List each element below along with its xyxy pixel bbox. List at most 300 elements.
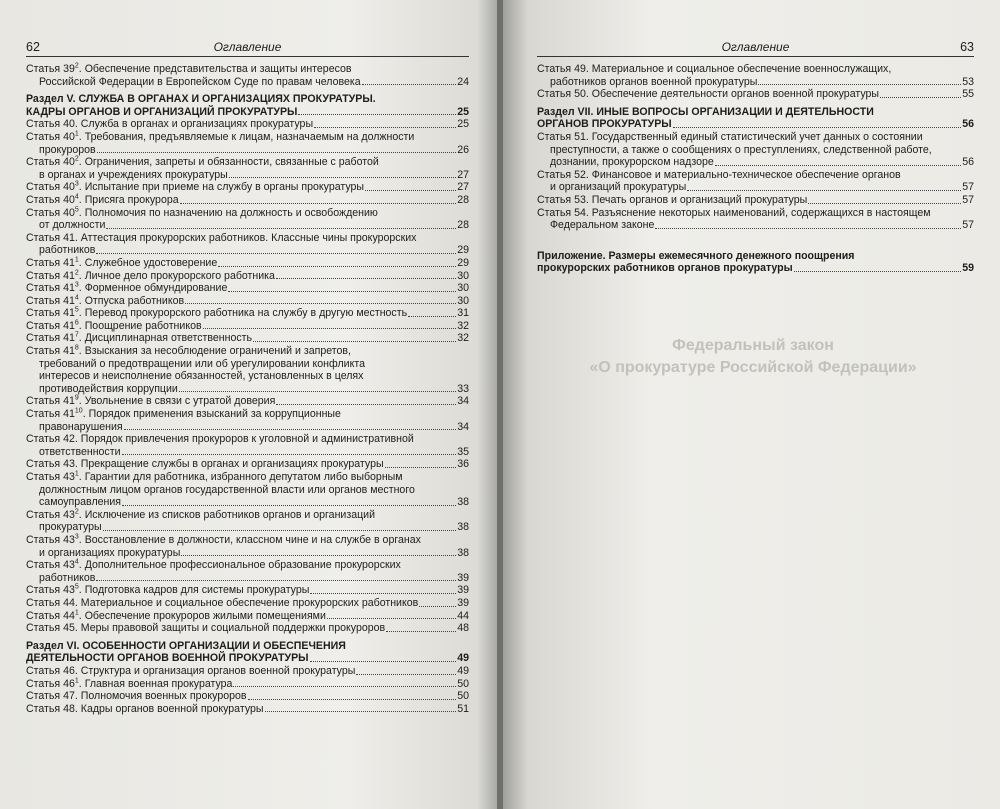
toc-line xyxy=(26,181,469,194)
toc-line-text: Раздел VII. ИНЫЕ ВОПРОСЫ ОРГАНИЗАЦИИ И ДЕЯТЕЛЬНОСТИ xyxy=(537,105,874,118)
toc-line xyxy=(26,421,469,434)
page-ref: 28 xyxy=(457,219,469,232)
page-ref: 31 xyxy=(457,307,469,320)
dot-leader xyxy=(362,83,457,85)
article-label: Статья 41 xyxy=(26,395,75,408)
article-superscript: 1 xyxy=(74,609,79,616)
toc-line-text: Статья $41^6$. Поощрение работников xyxy=(26,319,202,332)
toc-line xyxy=(26,345,469,358)
toc-line-text: Статья $43^3$. Восстановление в должности, классном чине и на службе в органах xyxy=(26,533,421,546)
toc-article xyxy=(26,534,469,559)
article-superscript: 3 xyxy=(74,281,79,289)
article-superscript: 8 xyxy=(74,344,79,352)
article-title: Финансовое и материально-техническое обеспечение органов xyxy=(591,168,901,181)
dot-leader xyxy=(386,630,456,632)
toc-line xyxy=(537,76,974,89)
article-superscript: 2 xyxy=(74,508,79,516)
toc-line-text: Статья $43^1$. Гарантии для работника, избранного депутатом либо выборным xyxy=(26,470,403,483)
article-superscript: 7 xyxy=(74,331,79,339)
page-ref: 53 xyxy=(962,75,974,88)
page-ref: 30 xyxy=(457,294,469,307)
toc-line-text: Статья $43^5$. Подготовка кадров для системы прокуратуры xyxy=(26,583,310,597)
toc-line xyxy=(26,358,469,371)
toc-line xyxy=(26,282,469,295)
page-ref: 36 xyxy=(457,458,469,471)
article-title: Служба в органах и организациях прокуратуры xyxy=(80,118,314,131)
article-label: Статья 52. xyxy=(537,168,589,181)
article-title: Полномочия военных прокуроров xyxy=(80,690,247,703)
article-title: Гарантии для работника, избранного депутатом либо выборным xyxy=(84,471,403,483)
toc-line-text xyxy=(26,665,355,678)
show-through-text xyxy=(563,335,943,379)
toc-line xyxy=(26,408,469,421)
article-label: Статья 41 xyxy=(26,256,75,269)
toc-line xyxy=(26,584,469,597)
dot-leader xyxy=(808,202,961,204)
toc-section xyxy=(537,106,974,131)
article-title: Полномочия по назначению на должность и освобождению xyxy=(84,206,378,219)
article-superscript: 4 xyxy=(74,558,79,566)
toc-line xyxy=(26,521,469,534)
page-ref: 44 xyxy=(457,609,469,622)
toc-line-text: интересов и неисполнение обязанностей, установленных в целях xyxy=(39,370,364,383)
toc-line-text: Федеральном законе xyxy=(550,219,655,232)
toc-line-text: Статья $39^2$. Обеспечение представительства и защиты интересов xyxy=(26,62,352,75)
dot-leader xyxy=(276,277,456,279)
article-label: Статья 40 xyxy=(26,130,75,143)
page-ref: 25 xyxy=(457,118,469,131)
page-ref: 32 xyxy=(457,332,469,345)
toc-line-text: Статья $41^7$. Дисциплинарная ответственность xyxy=(26,331,253,345)
toc-article xyxy=(26,703,469,716)
article-title: Служебное удостоверение xyxy=(84,256,218,269)
page-ref: 59 xyxy=(962,262,974,275)
article-superscript: 2 xyxy=(74,268,79,276)
toc-line xyxy=(26,433,469,446)
toc-line-text xyxy=(26,703,264,716)
article-superscript: 5 xyxy=(74,306,79,314)
toc-article xyxy=(26,584,469,597)
article-title: Восстановление в должности, классном чине и на службе в органах xyxy=(84,533,421,546)
toc-line-text: Статья $40^2$. Ограничения, запреты и обязанности, связанные с работой xyxy=(26,155,379,169)
article-title: Ограничения, запреты и обязанности, связанные с работой xyxy=(84,156,379,169)
toc-line xyxy=(26,496,469,509)
toc-article xyxy=(537,169,974,194)
right-page-header xyxy=(537,38,974,57)
page-ref: 34 xyxy=(457,420,469,433)
toc-line-text: ОРГАНОВ ПРОКУРАТУРЫ xyxy=(537,118,672,131)
dot-leader xyxy=(96,252,456,254)
page-ref: 56 xyxy=(962,156,974,169)
article-superscript: 2 xyxy=(74,155,79,163)
article-title: Обеспечение представительства и защиты интересов xyxy=(84,63,352,75)
toc-line-text: Статья $41^{10}$. Порядок применения взысканий за коррупционные xyxy=(26,407,341,421)
page-ref: 27 xyxy=(457,168,469,181)
toc-line xyxy=(26,395,469,408)
toc-line-text: прокуратуры xyxy=(39,521,102,534)
article-label: Статья 43 xyxy=(26,584,75,597)
page-ref: 35 xyxy=(457,445,469,458)
toc-line xyxy=(26,446,469,459)
dot-leader xyxy=(185,302,456,304)
toc-line xyxy=(26,332,469,345)
article-superscript: 10 xyxy=(74,407,83,415)
article-label: Статья 41 xyxy=(26,345,75,358)
dot-leader xyxy=(880,96,961,98)
page-ref: 30 xyxy=(457,282,469,295)
toc-line-text: Раздел V. СЛУЖБА В ОРГАНАХ И ОРГАНИЗАЦИЯХ ПРОКУРАТУРЫ. xyxy=(26,93,376,106)
article-superscript: 4 xyxy=(74,193,79,201)
toc-line xyxy=(26,471,469,484)
toc-article xyxy=(537,207,974,232)
article-label: Статья 46 xyxy=(26,677,75,690)
toc-line xyxy=(537,262,974,275)
article-label: Статья 41 xyxy=(26,319,75,332)
article-label: Статья 39 xyxy=(26,63,75,75)
article-title: Личное дело прокурорского работника xyxy=(84,269,275,282)
toc-line-text xyxy=(26,458,384,471)
toc-line-text xyxy=(537,194,807,207)
dot-leader xyxy=(687,189,961,191)
toc-line-text: Приложение. Размеры ежемесячного денежного поощрения xyxy=(537,249,855,262)
article-label: Статья 41 xyxy=(26,332,75,345)
article-superscript: 6 xyxy=(74,319,79,327)
page-ref: 38 xyxy=(457,521,469,534)
page-ref: 32 xyxy=(457,319,469,332)
article-title: Отпуска работников xyxy=(84,294,185,307)
toc-line-text xyxy=(537,63,891,76)
article-title: Материальное и социальное обеспечение военнослужащих, xyxy=(591,63,892,75)
page-ref: 29 xyxy=(457,244,469,257)
dot-leader xyxy=(181,554,456,556)
article-title: Структура и организация органов военной прокуратуры xyxy=(80,664,356,677)
toc-article xyxy=(26,433,469,458)
toc-line xyxy=(537,194,974,207)
toc-line-text xyxy=(26,433,414,446)
dot-leader xyxy=(228,290,456,292)
spacer xyxy=(537,232,974,245)
page-ref: 50 xyxy=(457,690,469,703)
toc-line-text xyxy=(26,690,247,703)
toc-article xyxy=(26,63,469,88)
dot-leader xyxy=(248,698,457,700)
dot-leader xyxy=(758,83,961,85)
toc-line-text: в органах и учреждениях прокуратуры xyxy=(39,168,228,181)
show-through-line: «О прокуратуре Российской Федерации» xyxy=(589,359,917,376)
article-title: Прекращение службы в органах и организациях прокуратуры xyxy=(80,458,384,471)
toc-section xyxy=(26,93,469,118)
article-label: Статья 44 xyxy=(26,609,75,622)
article-title: Дополнительное профессиональное образование прокурорских xyxy=(84,559,401,572)
article-label: Статья 43 xyxy=(26,471,75,483)
article-title: Дисциплинарная ответственность xyxy=(84,332,253,345)
toc-line-text: Статья $43^2$. Исключение из списков работников органов и организаций xyxy=(26,508,375,521)
toc-line xyxy=(26,678,469,691)
article-label: Статья 41 xyxy=(26,282,75,295)
article-label: Статья 43. xyxy=(26,458,78,471)
toc-article xyxy=(26,320,469,333)
toc-article xyxy=(26,257,469,270)
article-label: Статья 41. xyxy=(26,231,78,244)
toc-line xyxy=(537,250,974,263)
dot-leader xyxy=(180,202,457,204)
page-ref: 49 xyxy=(457,664,469,677)
toc-line-text: противодействия коррупции xyxy=(39,382,178,395)
toc-line xyxy=(26,169,469,182)
toc-line xyxy=(537,144,974,157)
toc-line xyxy=(26,320,469,333)
article-title: Взыскания за несоблюдение ограничений и запретов, xyxy=(84,345,351,358)
toc-line xyxy=(26,370,469,383)
article-label: Статья 44. xyxy=(26,596,78,609)
toc-section xyxy=(537,250,974,275)
dot-leader xyxy=(96,579,456,581)
toc-line-text xyxy=(26,622,385,635)
toc-article xyxy=(26,665,469,678)
article-superscript: 5 xyxy=(74,583,79,591)
dot-leader xyxy=(276,403,456,405)
toc-line-text: Российской Федерации в Европейском Суде по правам человека xyxy=(39,75,361,88)
toc-article xyxy=(26,597,469,610)
page-ref: 48 xyxy=(457,622,469,635)
toc-article xyxy=(537,194,974,207)
article-label: Статья 40. xyxy=(26,118,78,131)
article-title: Перевод прокурорского работника на службу в другую местность xyxy=(84,307,408,320)
article-title: Подготовка кадров для системы прокуратуры xyxy=(84,584,310,597)
toc-line xyxy=(537,106,974,119)
toc-line xyxy=(26,194,469,207)
toc-line xyxy=(26,156,469,169)
page-ref: 38 xyxy=(457,496,469,509)
dot-leader xyxy=(298,113,456,115)
article-superscript: 3 xyxy=(74,533,79,541)
article-label: Статья 46. xyxy=(26,664,78,677)
toc-article xyxy=(537,63,974,88)
article-title: Требования, предъявляемые к лицам, назначаемым на должности xyxy=(84,130,415,143)
toc-line-text: Статья $41^9$. Увольнение в связи с утратой доверия xyxy=(26,394,276,408)
toc-line-text: Статья $41^3$. Форменное обмундирование xyxy=(26,281,228,295)
toc-line xyxy=(26,484,469,497)
page-ref: 29 xyxy=(457,256,469,269)
toc-line-text: Статья $41^8$. Взыскания за несоблюдение ограничений и запретов, xyxy=(26,344,351,358)
page-ref: 56 xyxy=(962,118,974,131)
toc-line-text: прокуроров xyxy=(39,143,96,156)
article-label: Статья 41 xyxy=(26,307,75,320)
article-label: Статья 41 xyxy=(26,294,75,307)
toc-line xyxy=(26,383,469,396)
toc-line xyxy=(537,207,974,220)
toc-line xyxy=(26,572,469,585)
article-superscript: 4 xyxy=(74,294,79,302)
right-table-of-contents xyxy=(537,63,974,275)
toc-line xyxy=(26,270,469,283)
toc-line-text: Статья $41^1$. Служебное удостоверение xyxy=(26,256,218,269)
article-superscript: 1 xyxy=(74,470,79,478)
page-ref: 57 xyxy=(962,181,974,194)
article-title: Исключение из списков работников органов и организаций xyxy=(84,508,375,521)
toc-line-text: работников органов военной прокуратуры xyxy=(550,75,758,88)
toc-line xyxy=(26,131,469,144)
page-ref: 57 xyxy=(962,193,974,206)
toc-line xyxy=(26,307,469,320)
article-label: Статья 45. xyxy=(26,622,78,635)
article-label: Статья 51. xyxy=(537,130,589,143)
article-title: Порядок привлечения прокуроров к уголовной и административной xyxy=(80,433,414,446)
toc-line xyxy=(26,534,469,547)
article-title: Главная военная прокуратура xyxy=(84,677,233,690)
toc-line-text: требований о предотвращении или об урегулировании конфликта xyxy=(39,357,365,370)
right-page xyxy=(503,0,1000,809)
toc-line-text: должностным лицом органов государственной власти или органов местного xyxy=(39,483,415,496)
toc-line xyxy=(26,665,469,678)
toc-line xyxy=(26,219,469,232)
toc-article xyxy=(26,678,469,691)
article-title: Разъяснение некоторых наименований, содержащихся в настоящем xyxy=(591,206,931,219)
toc-line-text: КАДРЫ ОРГАНОВ И ОРГАНИЗАЦИЙ ПРОКУРАТУРЫ xyxy=(26,105,298,118)
toc-line-text: Статья $44^1$. Обеспечение прокуроров жилыми помещениями xyxy=(26,609,326,622)
toc-line-text xyxy=(26,232,416,245)
toc-line xyxy=(26,232,469,245)
toc-article xyxy=(26,332,469,345)
dot-leader xyxy=(408,315,456,317)
right-running-title: Оглавление xyxy=(721,40,790,54)
toc-line xyxy=(26,244,469,257)
show-through-line: Федеральный закон xyxy=(672,337,834,354)
dot-leader xyxy=(106,227,456,229)
dot-leader xyxy=(673,126,962,128)
toc-line xyxy=(537,169,974,182)
article-label: Статья 49. xyxy=(537,63,589,75)
toc-line xyxy=(26,106,469,119)
toc-article xyxy=(26,622,469,635)
dot-leader xyxy=(365,189,456,191)
article-label: Статья 40 xyxy=(26,181,75,194)
toc-line xyxy=(537,118,974,131)
article-label: Статья 50. xyxy=(537,88,589,101)
article-superscript: 9 xyxy=(74,394,79,402)
article-label: Статья 41 xyxy=(26,269,75,282)
toc-line-text: работников xyxy=(39,244,96,257)
article-title: Материальное и социальное обеспечение прокурорских работников xyxy=(80,596,419,609)
toc-line xyxy=(26,295,469,308)
toc-article xyxy=(26,270,469,283)
page-ref: 34 xyxy=(457,395,469,408)
toc-article xyxy=(26,559,469,584)
dot-leader xyxy=(229,176,456,178)
toc-article xyxy=(26,509,469,534)
page-ref: 26 xyxy=(457,143,469,156)
page-ref: 49 xyxy=(457,652,469,665)
article-superscript: 1 xyxy=(74,256,79,264)
article-label: Статья 40 xyxy=(26,193,75,206)
toc-article xyxy=(26,408,469,433)
toc-line xyxy=(26,93,469,106)
toc-line-text xyxy=(537,169,901,182)
dot-leader xyxy=(794,270,961,272)
toc-line-text: и организациях прокуратуры xyxy=(39,546,181,559)
left-running-title: Оглавление xyxy=(213,40,282,54)
article-title: Присяга прокурора xyxy=(84,193,179,206)
toc-line xyxy=(26,76,469,89)
article-label: Статья 54. xyxy=(537,206,589,219)
article-label: Статья 41 xyxy=(26,408,75,421)
page-ref: 24 xyxy=(457,75,469,88)
dot-leader xyxy=(103,529,457,531)
article-title: Государственный единый статистический учет данных о состоянии xyxy=(591,130,923,143)
dot-leader xyxy=(385,466,457,468)
article-title: Поощрение работников xyxy=(84,319,202,332)
toc-line-text: Статья $40^4$. Присяга прокурора xyxy=(26,193,179,206)
dot-leader xyxy=(715,164,961,166)
toc-line xyxy=(26,640,469,653)
page-ref: 39 xyxy=(457,571,469,584)
dot-leader xyxy=(122,504,456,506)
toc-article xyxy=(26,282,469,295)
dot-leader xyxy=(233,685,456,687)
toc-article xyxy=(26,307,469,320)
article-label: Статья 53. xyxy=(537,193,589,206)
toc-line-text: прокурорских работников органов прокуратуры xyxy=(537,262,793,275)
article-title: Печать органов и организаций прокуратуры xyxy=(591,193,808,206)
toc-line xyxy=(537,181,974,194)
toc-line xyxy=(26,458,469,471)
article-title: Испытание при приеме на службу в органы прокуратуры xyxy=(84,181,365,194)
toc-line xyxy=(26,509,469,522)
toc-line-text xyxy=(26,118,313,131)
toc-line-text: Статья $46^1$. Главная военная прокуратура xyxy=(26,676,233,690)
toc-line-text xyxy=(537,131,923,144)
article-label: Статья 40 xyxy=(26,156,75,169)
page-ref: 33 xyxy=(457,382,469,395)
article-superscript: 3 xyxy=(74,180,79,188)
article-title: Обеспечение деятельности органов военной прокуратуры xyxy=(591,88,880,101)
toc-line xyxy=(26,652,469,665)
toc-line-text xyxy=(537,207,931,220)
toc-line-text: правонарушения xyxy=(39,420,123,433)
page-ref: 28 xyxy=(457,193,469,206)
article-label: Статья 40 xyxy=(26,206,75,219)
article-title: Меры правовой защиты и социальной поддержки прокуроров xyxy=(80,622,386,635)
dot-leader xyxy=(356,673,456,675)
toc-line xyxy=(26,622,469,635)
toc-line xyxy=(537,131,974,144)
article-label: Статья 43 xyxy=(26,533,75,546)
toc-line xyxy=(26,547,469,560)
toc-line-text: Статья $41^5$. Перевод прокурорского работника на службу в другую местность xyxy=(26,306,408,320)
toc-line-text: дознании, прокурорском надзоре xyxy=(550,156,714,169)
toc-line-text: Статья $43^4$. Дополнительное профессиональное образование прокурорских xyxy=(26,558,401,572)
page-ref: 27 xyxy=(457,181,469,194)
toc-article xyxy=(26,194,469,207)
toc-line-text: и организаций прокуратуры xyxy=(550,181,687,194)
page-ref: 25 xyxy=(457,105,469,118)
toc-line xyxy=(26,144,469,157)
toc-line xyxy=(26,610,469,623)
article-title: Форменное обмундирование xyxy=(84,282,228,295)
dot-leader xyxy=(310,592,456,594)
article-superscript: 1 xyxy=(74,676,79,684)
dot-leader xyxy=(419,605,456,607)
left-page xyxy=(0,0,497,809)
article-label: Статья 47. xyxy=(26,690,78,703)
article-title: Обеспечение прокуроров жилыми помещениями xyxy=(84,609,326,622)
dot-leader xyxy=(655,227,961,229)
dot-leader xyxy=(314,126,456,128)
toc-line xyxy=(537,156,974,169)
toc-article xyxy=(26,471,469,509)
article-superscript: 5 xyxy=(74,206,79,213)
toc-line xyxy=(537,219,974,232)
